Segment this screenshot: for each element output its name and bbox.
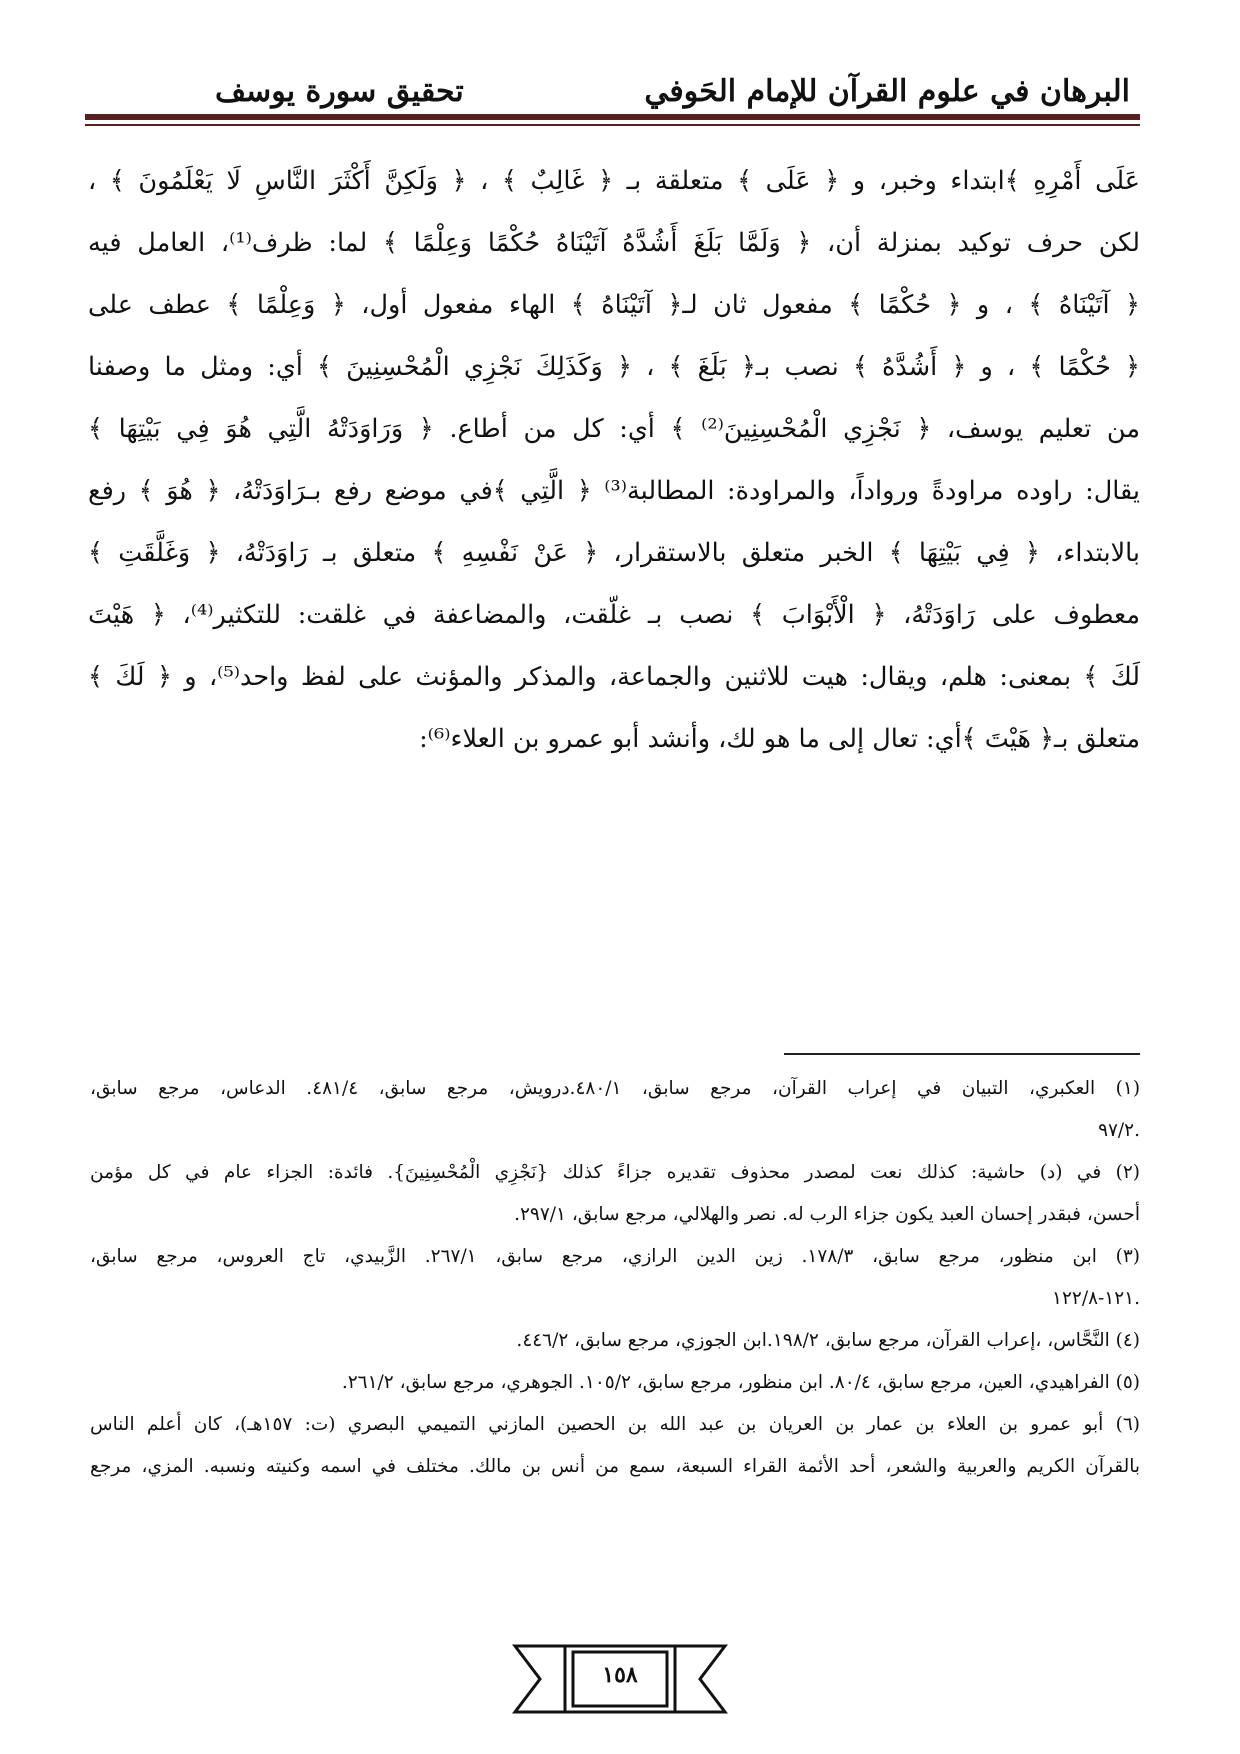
text-line: من تعليم يوسف، ﴿ نَجْزِي الْمُحْسِنِينَ⁽²⁾ ﴾ أي: كل من أطاع. ﴿ وَرَاوَدَتْهُ الَّتِي هُوَ فِي بَيْتِهَا ﴾ [88, 414, 1140, 444]
footnote-separator [784, 1053, 1140, 1055]
header-rule-thin [85, 124, 1140, 126]
text-line: ﴿ آتَيْنَاهُ ﴾ ، و ﴿ حُكْمًا ﴾ مفعول ثان لـ﴿ آتَيْنَاهُ ﴾ الهاء مفعول أول، ﴿ وَعِلْمًا ﴾ عطف على [88, 290, 1140, 320]
text-line: عَلَى أَمْرِهِ ﴾ابتداء وخبر، و ﴿ عَلَى ﴾ متعلقة بـ ﴿ غَالِبٌ ﴾ ، ﴿ وَلَكِنَّ أَكْثَرَ النَّاسِ لَا يَعْلَمُونَ ﴾ ، [88, 166, 1140, 196]
page-header [85, 64, 1140, 120]
text-line: بالابتداء، ﴿ فِي بَيْتِهَا ﴾ الخبر متعلق بالاستقرار، ﴿ عَنْ نَفْسِهِ ﴾ متعلق بـ رَاوَدَتْهُ، ﴿ وَغَلَّقَتِ ﴾ [88, 538, 1140, 568]
footnote-line: (٢) في (د) حاشية: كذلك نعت لمصدر محذوف تقديره جزاءً كذلك {نَجْزِي الْمُحْسِنِينَ}. فائدة: الجزاء عام في كل مؤمن [90, 1162, 1140, 1183]
footnotes [90, 1068, 1140, 1488]
section-title: تحقيق سورة يوسف [215, 74, 464, 109]
text-line: يقال: راوده مراودةً ورواداً، والمراودة: المطالبة⁽³⁾ ﴿ الَّتِي ﴾في موضع رفع بـرَاوَدَتْهُ، ﴿ هُوَ ﴾ رفع [88, 476, 1140, 506]
footnote-line: أحسن، فبقدر إحسان العبد يكون جزاء الرب له. نصر والهلالي، مرجع سابق، ٢٩٧/١. [514, 1204, 1140, 1225]
footnote-line: .٩٧/٢ [1098, 1120, 1140, 1141]
page-number-frame [505, 1640, 735, 1718]
footnote-line: (٣) ابن منظور، مرجع سابق، ١٧٨/٣. زين الدين الرازي، مرجع سابق، ٢٦٧/١. الزَّبيدي، تاج العروس، مرجع سابق، [90, 1246, 1140, 1267]
footnote-line: .١٢١-١٢٢/٨ [1052, 1288, 1140, 1309]
text-line: لَكَ ﴾ بمعنى: هلم، ويقال: هيت للاثنين والجماعة، والمذكر والمؤنث على لفظ واحد⁽⁵⁾، و ﴿ لَكَ ﴾ [88, 662, 1140, 692]
text-line: معطوف على رَاوَدَتْهُ، ﴿ الْأَبْوَابَ ﴾ نصب بـ غلّقت، والمضاعفة في غلقت: للتكثير⁽⁴⁾، ﴿ هَيْتَ [88, 600, 1140, 630]
text-line: ﴿ حُكْمًا ﴾ ، و ﴿ أَشُدَّهُ ﴾ نصب بـ﴿ بَلَغَ ﴾ ، ﴿ وَكَذَلِكَ نَجْزِي الْمُحْسِنِينَ ﴾ أي: ومثل ما وصفنا [88, 352, 1140, 382]
footnote-line: (١) العكبري، التبيان في إعراب القرآن، مرجع سابق، ٤٨٠/١.درويش، مرجع سابق، ٤٨١/٤. الدعاس، مرجع سابق، [90, 1078, 1140, 1099]
text-line: متعلق بـ﴿ هَيْتَ ﴾أي: تعال إلى ما هو لك، وأنشد أبو عمرو بن العلاء⁽⁶⁾: [419, 724, 1140, 754]
footnote-line: بالقرآن الكريم والعربية والشعر، أحد الأئمة القراء السبعة، سمع من أنس بن مالك. مختلف في اسمه وكنيته ونسبه. المزي، مرجع [90, 1456, 1140, 1477]
footnote-line: (٤) النَّحَّاس، ،إعراب القرآن، مرجع سابق، ١٩٨/٢.ابن الجوزي، مرجع سابق، ٤٤٦/٢. [516, 1330, 1140, 1351]
footnote-line: (٦) أبو عمرو بن العلاء بن عمار بن العريان بن عبد الله بن الحصين المازني التميمي البصري (ت: ١٥٧هـ)، كان أعلم الناس [90, 1414, 1140, 1435]
book-title: البرهان في علوم القرآن للإمام الحَوفي [644, 74, 1130, 109]
main-text [88, 150, 1140, 770]
text-line: لكن حرف توكيد بمنزلة أن، ﴿ وَلَمَّا بَلَغَ أَشُدَّهُ آتَيْنَاهُ حُكْمًا وَعِلْمًا ﴾ لما: ظرف⁽¹⁾، العامل فيه [88, 228, 1140, 258]
header-rule-thick [85, 114, 1140, 120]
page-number: ١٥٨ [602, 1662, 638, 1688]
footnote-line: (٥) الفراهيدي، العين، مرجع سابق، ٨٠/٤. ابن منظور، مرجع سابق، ١٠٥/٢. الجوهري، مرجع سابق، ٢٦١/٢. [341, 1372, 1140, 1393]
